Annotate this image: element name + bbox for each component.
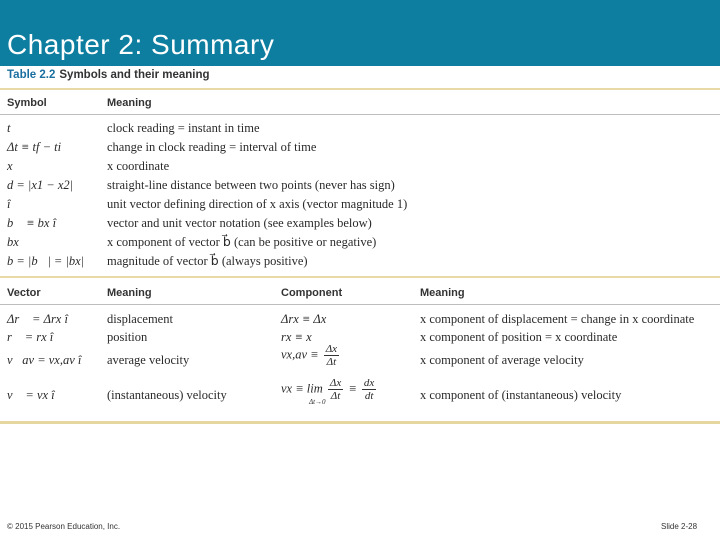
vector-meaning-cell: (instantaneous) velocity: [107, 388, 227, 402]
meaning-cell: clock reading = instant in time: [107, 121, 260, 135]
table-caption-text: Symbols and their meaning: [59, 69, 210, 81]
component-meaning-cell: x component of average velocity: [420, 353, 584, 367]
symbol-cell: x: [7, 159, 13, 173]
equivalence-sign: ≡: [348, 381, 357, 396]
fraction-denominator: Δt: [330, 390, 341, 402]
vector-meaning-cell: average velocity: [107, 353, 190, 367]
meaning-cell: straight-line distance between two points (never has sign): [107, 178, 395, 192]
header-component: Component: [281, 287, 343, 299]
component-cell: [281, 377, 378, 402]
vector-cell: v⃗ = vx î: [7, 388, 55, 402]
table-number: Table 2.2: [7, 69, 56, 81]
meaning-cell: x coordinate: [107, 159, 170, 173]
component-cell: [281, 343, 341, 368]
component-meaning-cell: x component of position = x coordinate: [420, 330, 618, 344]
symbol-cell: Δt ≡ tf − ti: [7, 140, 62, 154]
copyright-notice: © 2015 Pearson Education, Inc.: [7, 522, 121, 531]
table-bottom-rule: [0, 421, 720, 424]
fraction-numerator: Δx: [329, 377, 342, 389]
limit-subscript: Δt→0: [309, 398, 326, 406]
table-caption: [7, 69, 210, 81]
component-lhs: vx,av ≡: [281, 347, 319, 362]
fraction-denominator: Δt: [326, 356, 337, 368]
vector-cell: r⃗ = rx î: [7, 330, 54, 344]
fraction: [362, 377, 376, 402]
meaning-cell: vector and unit vector notation (see examples below): [107, 216, 372, 230]
vector-header-rule: [0, 304, 720, 305]
meaning-cell: change in clock reading = interval of time: [107, 140, 317, 154]
section-divider-rule: [0, 276, 720, 278]
meaning-cell: magnitude of vector b⃗ (always positive): [107, 254, 308, 268]
symbol-cell: b = |b⃗| = |bx|: [7, 254, 85, 268]
header-vector-meaning: Meaning: [107, 287, 152, 299]
component-meaning-cell: x component of (instantaneous) velocity: [420, 388, 622, 402]
vector-meaning-cell: displacement: [107, 312, 173, 326]
component-meaning-cell: x component of displacement = change in x coordinate: [420, 312, 695, 326]
component-lhs: vx ≡ lim: [281, 381, 323, 396]
fraction-numerator: Δx: [325, 343, 338, 355]
slide-number: Slide 2-28: [661, 522, 698, 531]
table-top-rule: [0, 88, 720, 90]
symbol-cell: b⃗ ≡ bx î: [7, 216, 57, 230]
component-cell: rx ≡ x: [281, 330, 312, 344]
vector-cell: Δr⃗ = Δrx î: [7, 312, 68, 326]
meaning-cell: x component of vector b⃗ (can be positive or negative): [107, 235, 377, 249]
symbol-cell: bx: [7, 235, 19, 249]
header-vector: Vector: [7, 287, 41, 299]
fraction-denominator: dt: [364, 390, 374, 402]
slide-title: Chapter 2: Summary: [7, 29, 275, 60]
vector-meaning-cell: position: [107, 330, 148, 344]
vector-cell: v⃗av = vx,av î: [7, 353, 82, 367]
header-component-meaning: Meaning: [420, 287, 465, 299]
symbol-cell: d = |x1 − x2|: [7, 178, 74, 192]
symbol-cell: î: [7, 197, 11, 211]
fraction: [324, 343, 339, 368]
meaning-cell: unit vector defining direction of x axis (vector magnitude 1): [107, 197, 408, 211]
header-symbol: Symbol: [7, 97, 47, 109]
symbol-cell: t: [7, 121, 11, 135]
fraction-numerator: dx: [363, 377, 375, 389]
header-meaning: Meaning: [107, 97, 152, 109]
component-cell: Δrx ≡ Δx: [281, 312, 327, 326]
fraction: [328, 377, 343, 402]
symbols-header-rule: [0, 114, 720, 115]
